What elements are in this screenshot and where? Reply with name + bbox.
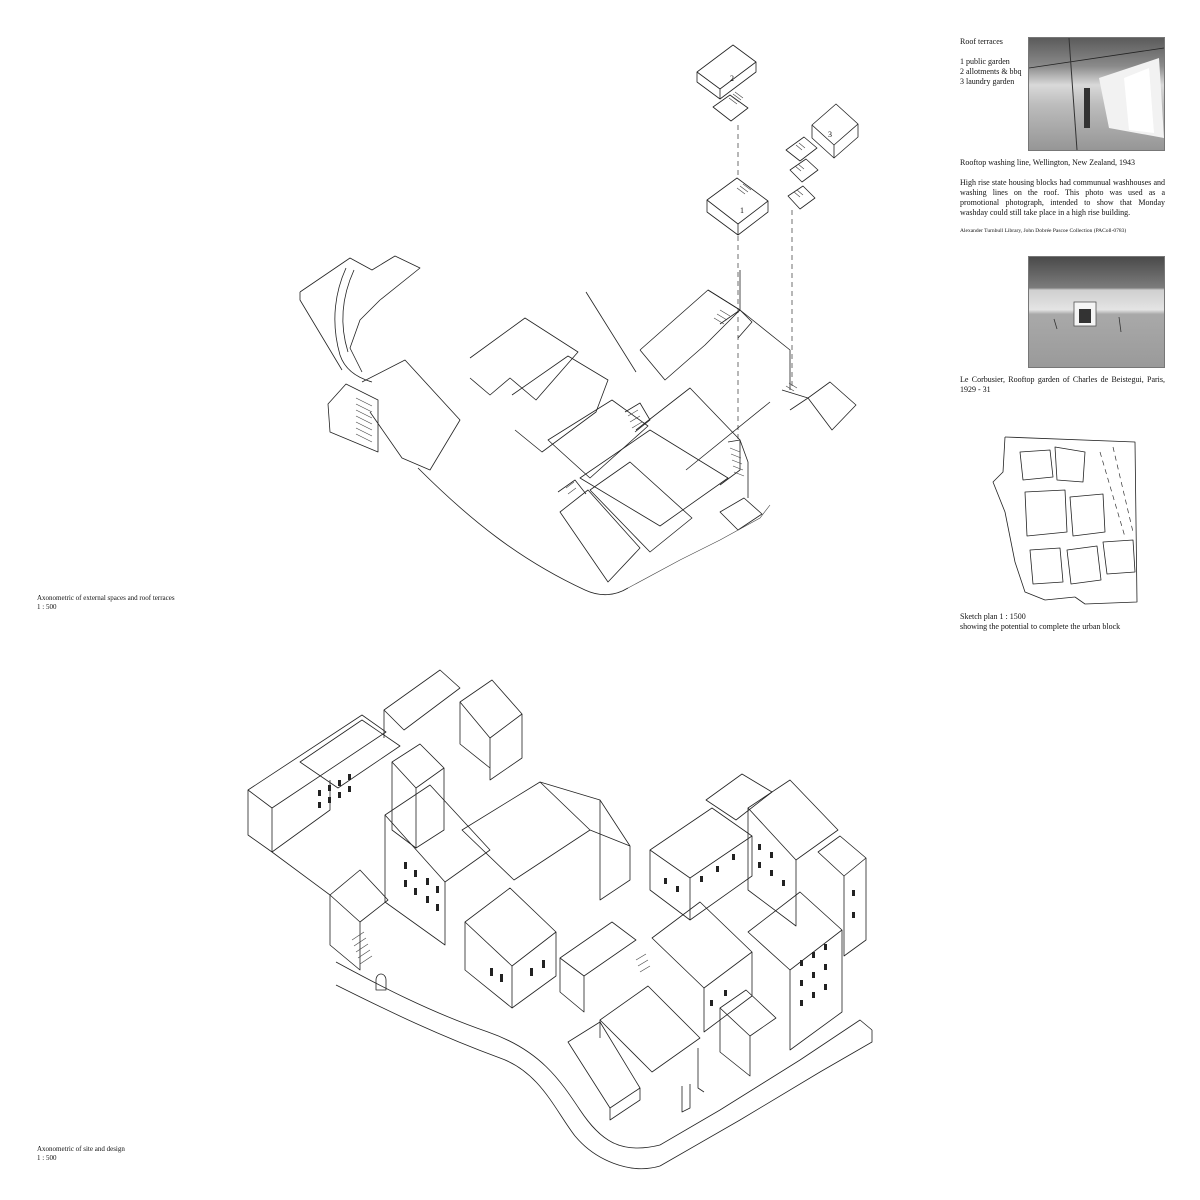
sketch-plan-caption <box>960 612 1165 632</box>
top-axonometric-title: Axonometric of external spaces and roof terraces <box>37 594 175 602</box>
roof-terraces-legend <box>960 37 1024 87</box>
terrace-2-volume <box>697 45 756 121</box>
top-axonometric-caption <box>37 594 175 612</box>
existing-buildings <box>248 670 630 1008</box>
beistegui-garden-photo-art <box>1029 257 1164 367</box>
beistegui-caption: Le Corbusier, Rooftop garden of Charles de Beistegui, Paris, 1929 - 31 <box>960 375 1165 394</box>
design-blocks <box>560 774 866 1120</box>
roof-terraces-heading: Roof terraces <box>960 37 1003 46</box>
site-plan-outline <box>300 256 856 595</box>
site-design-axonometric <box>0 640 940 1180</box>
washing-line-description: High rise state housing blocks had communual washhouses and washing lines on the roof. This photo was used as a promotional photograph, intended to show that Monday washday could still take place in a high rise building. <box>960 178 1165 217</box>
sketch-plan-caption-line1: Sketch plan 1 : 1500 <box>960 612 1026 621</box>
beistegui-text <box>960 375 1165 395</box>
beistegui-garden-photo <box>1028 256 1165 368</box>
bottom-axonometric-title: Axonometric of site and design <box>37 1145 125 1153</box>
sketch-plan-caption-line2: showing the potential to complete the urban block <box>960 622 1121 631</box>
terrace-number-2: 2 <box>730 74 734 83</box>
roof-terrace-item: 3 laundry garden <box>960 77 1015 86</box>
site-ground <box>336 932 872 1169</box>
roof-terrace-item: 1 public garden <box>960 57 1010 66</box>
terrace-3-volume <box>786 104 858 209</box>
roof-terraces-axonometric <box>0 0 940 600</box>
bottom-axonometric-caption <box>37 1145 125 1163</box>
washing-line-text <box>960 158 1165 236</box>
terrace-1-volume <box>707 178 768 235</box>
terrace-number-1: 1 <box>740 206 744 215</box>
roof-terrace-item: 2 allotments & bbq <box>960 67 1022 76</box>
washing-line-photo-art <box>1029 38 1164 150</box>
washing-line-photo <box>1028 37 1165 151</box>
washing-line-caption: Rooftop washing line, Wellington, New Zealand, 1943 <box>960 158 1135 167</box>
washing-line-credit: Alexander Turnbull Library, John Dobrée Pascoe Collection (PAColl-0783) <box>960 228 1127 234</box>
bottom-axonometric-scale: 1 : 500 <box>37 1154 57 1162</box>
windows <box>318 774 855 1006</box>
sketch-plan-drawing <box>985 432 1140 607</box>
terrace-number-3: 3 <box>828 130 832 139</box>
top-axonometric-scale: 1 : 500 <box>37 603 57 611</box>
projection-lines <box>738 125 792 440</box>
